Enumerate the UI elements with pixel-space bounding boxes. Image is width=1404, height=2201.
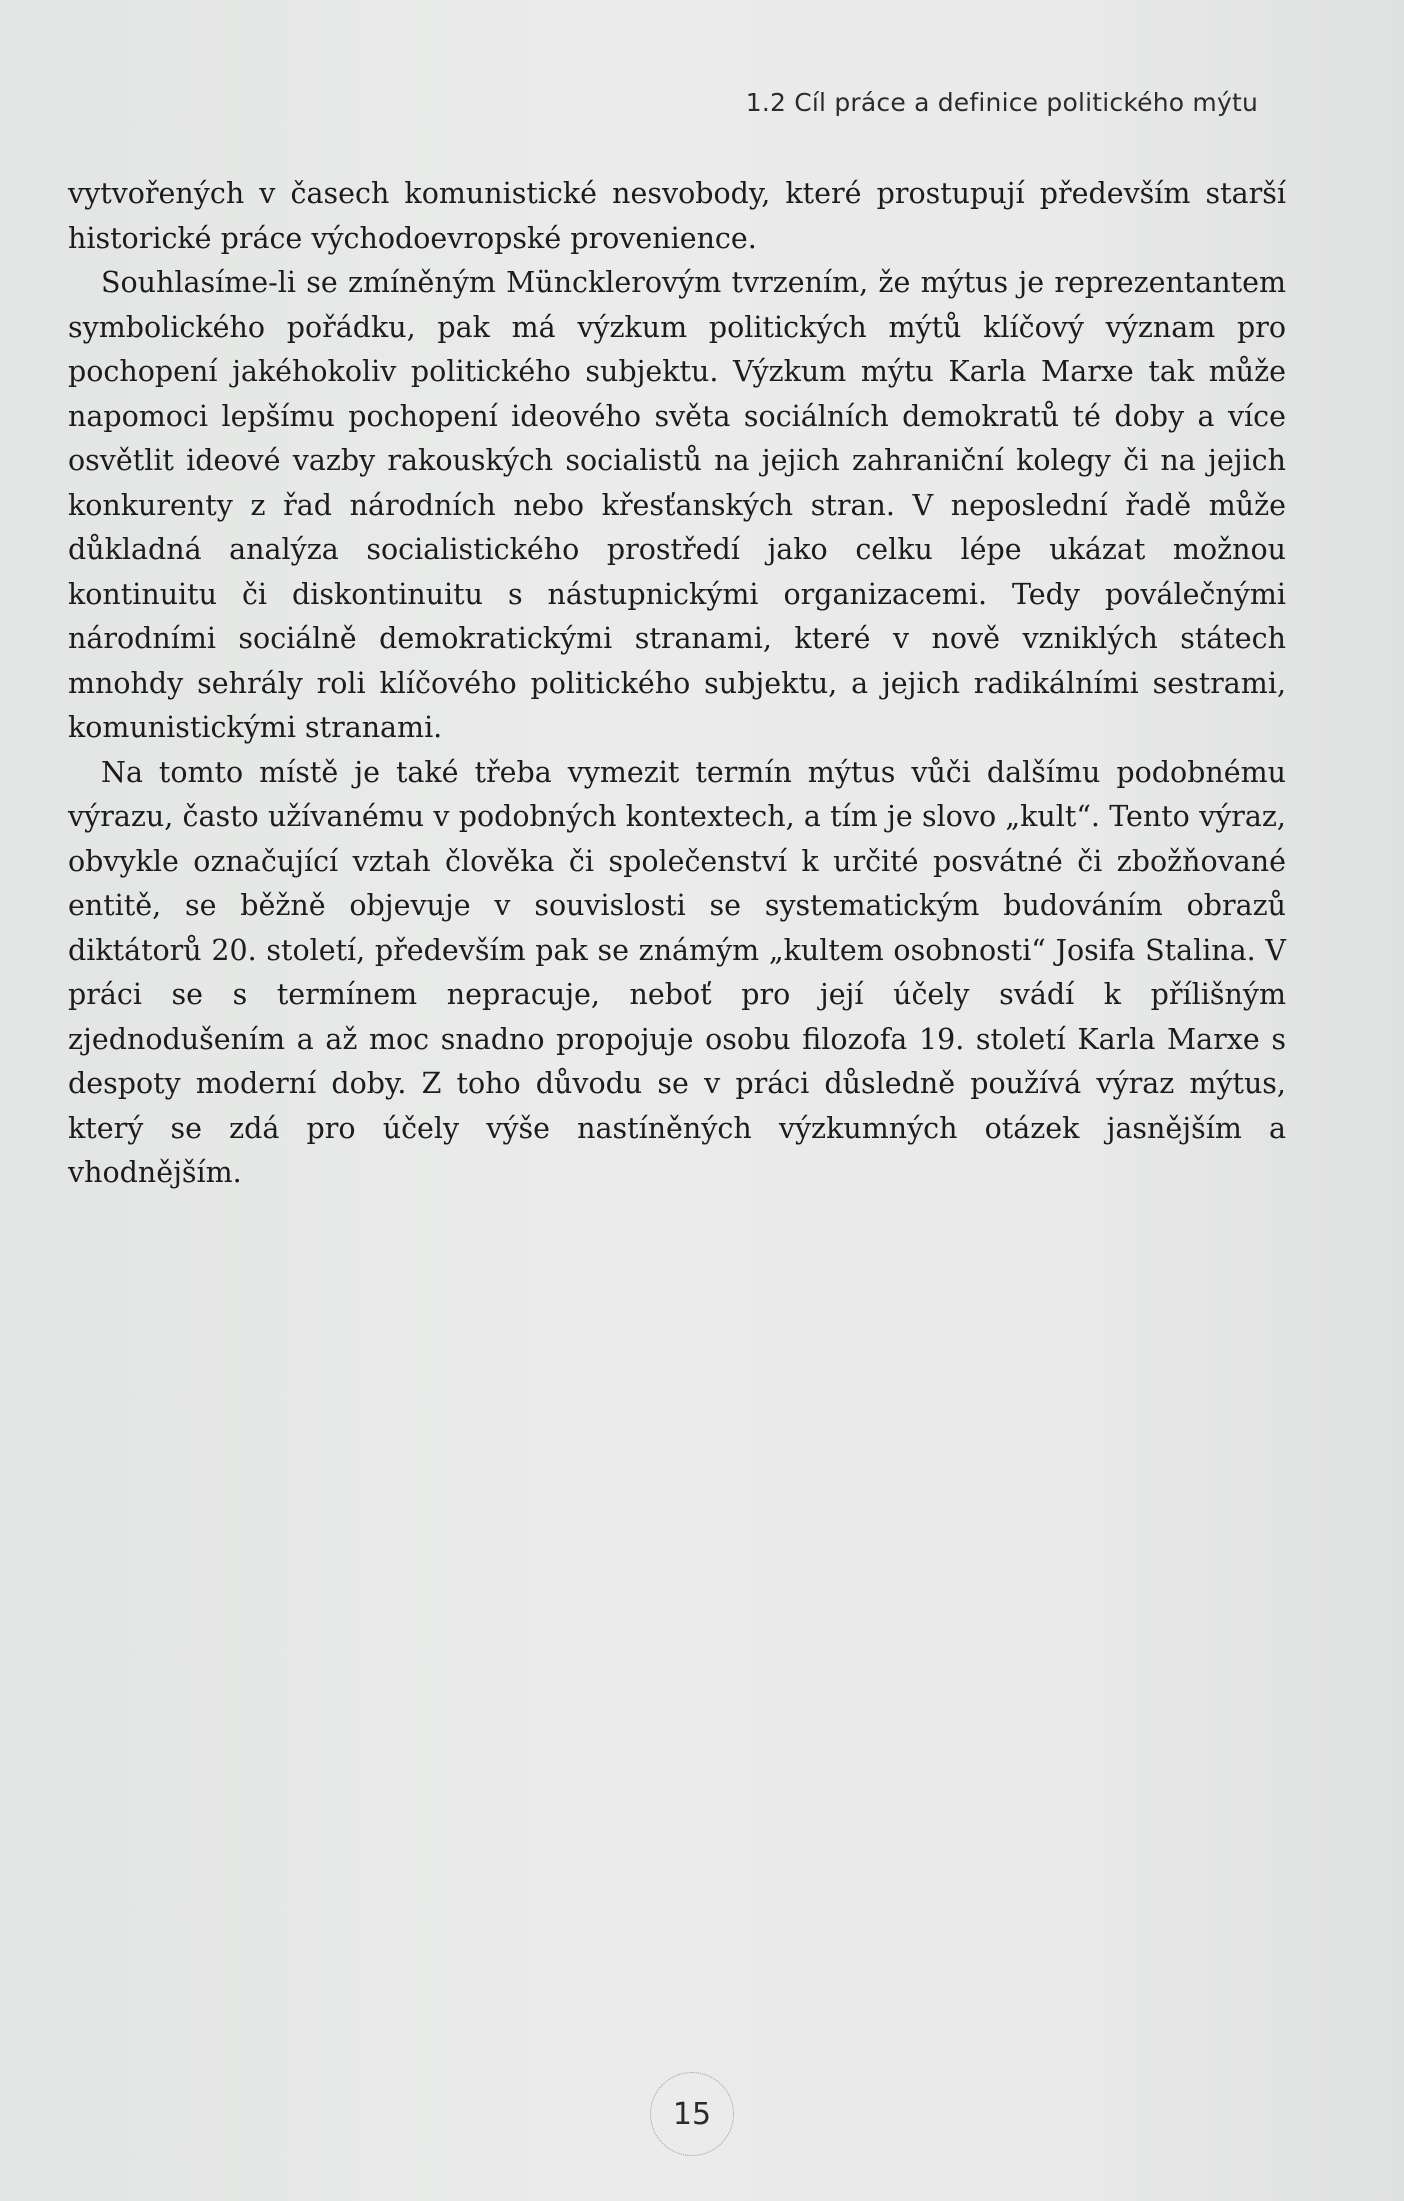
- paragraph-myth-research: Souhlasíme-li se zmíněným Müncklerovým tvrzením, že mýtus je reprezentantem symbolického pořádku, pak má výzkum politických mýtů klíčový význam pro pochopení jakéhokoliv politického subjektu. Výzkum mýtu Karla Marxe tak může napomoci lepšímu pochopení ideového světa sociálních demokratů té doby a více osvětlit ideové vazby rakouských socialistů na jejich zahraniční kolegy či na jejich konkurenty z řad národních nebo křesťanských stran. V neposlední řadě může důkladná analýza socialistického prostředí jako celku lépe ukázat možnou kontinuitu či diskontinuitu s nástupnickými organizacemi. Tedy poválečnými národními sociálně demokratickými stranami, které v nově vzniklých státech mnohdy sehrály roli klíčového politického subjektu, a jejich radikálními sestrami, komunistickými stranami.: [68, 266, 1286, 744]
- page-number-circle: [650, 2072, 734, 2156]
- paragraph-myth-vs-cult: Na tomto místě je také třeba vymezit termín mýtus vůči dalšímu podobnému výrazu, často užívanému v podobných kontextech, a tím je slovo „kult“. Tento výraz, obvykle označující vztah člověka či společenství k určité posvátné či zbožňované entitě, se běžně objevuje v souvislosti se systematickým budováním obrazů diktátorů 20. století, především pak se známým „kultem osobnosti“ Josifa Stalina. V práci se s termínem nepracuje, neboť pro její účely svádí k přílišným zjednodušením a až moc snadno propojuje osobu filozofa 19. století Karla Marxe s despoty moderní doby. Z toho důvodu se v práci důsledně používá výraz mýtus, který se zdá pro účely výše nastíněných výzkumných otázek jasnějším a vhodnějším.: [68, 755, 1286, 1189]
- running-header: 1.2 Cíl práce a definice politického mýtu: [745, 88, 1258, 117]
- body-text: [68, 172, 1286, 1196]
- paragraph-continuation: vytvořených v časech komunistické nesvobody, které prostupují především starší historické práce východoevropské provenience.: [68, 177, 1286, 255]
- page-number: 15: [672, 2096, 712, 2132]
